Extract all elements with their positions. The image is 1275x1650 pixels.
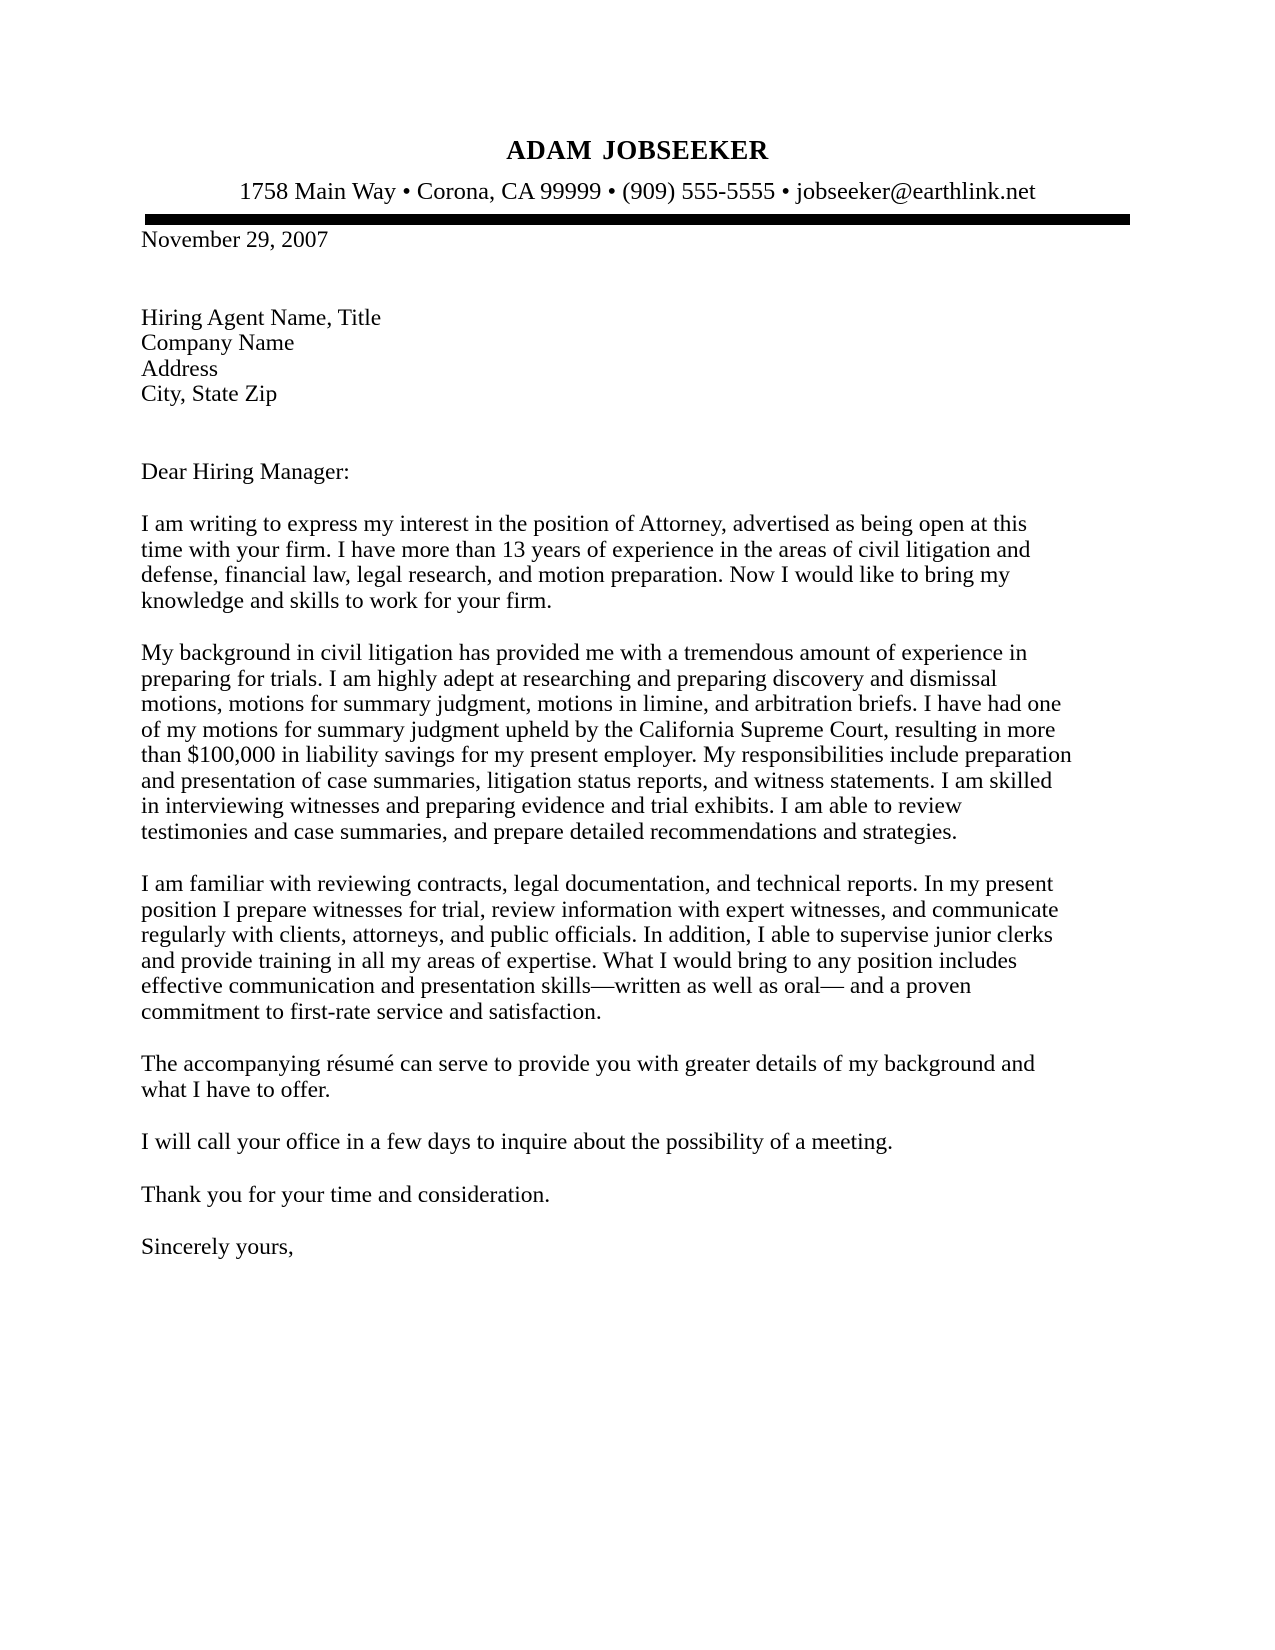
letter-date: November 29, 2007	[141, 227, 329, 253]
spacer	[141, 254, 1073, 306]
closing-signature-line: Sincerely yours,	[141, 1234, 294, 1260]
body-paragraph: My background in civil litigation has provided me with a tremendous amount of experience in preparing for trials. I am highly adept at researching and preparing discovery and dismissal motions, motions for summary judgment, motions in limine, and arbitration briefs. I have had one of my motions for summary judgment upheld by the California Supreme Court, resulting in more than $100,000 in liability savings for my present employer. My responsibilities include preparation and presentation of case summaries, litigation status reports, and witness statements. I am skilled in interviewing witnesses and preparing evidence and trial exhibits. I am able to review testimonies and case summaries, and prepare detailed recommendations and strategies.	[141, 640, 1072, 845]
body-paragraph: The accompanying résumé can serve to provide you with greater details of my background and what I have to offer.	[141, 1051, 1035, 1103]
letterhead	[145, 128, 1130, 225]
applicant-name: adam jobseeker	[506, 126, 769, 168]
body-paragraph: I am writing to express my interest in the position of Attorney, advertised as being open at this time with your firm. I have more than 13 years of experience in the areas of civil litigation and defense, financial law, legal research, and motion preparation. Now I would like to bring my knowledge and skills to work for your firm.	[141, 511, 1031, 614]
spacer	[141, 485, 1073, 512]
recipient-line: Hiring Agent Name, Title	[141, 304, 382, 331]
spacer	[141, 1103, 1073, 1130]
spacer	[141, 614, 1073, 641]
body-paragraph: Thank you for your time and consideration.	[141, 1181, 551, 1208]
salutation: Dear Hiring Manager:	[141, 458, 350, 485]
spacer	[141, 845, 1073, 872]
body-paragraph: I will call your office in a few days to inquire about the possibility of a meeting.	[141, 1129, 894, 1155]
recipient-line: Company Name	[141, 330, 295, 356]
spacer	[141, 1156, 1073, 1183]
contact-line: 1758 Main Way • Corona, CA 99999 • (909) 555-5555 • jobseeker@earthlink.net	[239, 177, 1036, 205]
spacer	[141, 408, 1073, 460]
spacer	[141, 1025, 1073, 1052]
recipient-line: Address	[141, 355, 219, 382]
recipient-address-block	[141, 306, 1073, 408]
spacer	[141, 1208, 1073, 1235]
recipient-line: City, State Zip	[141, 381, 278, 407]
body-paragraph: I am familiar with reviewing contracts, legal documentation, and technical reports. In my present position I prepare witnesses for trial, review information with expert witnesses, and communicate regularly with clients, attorneys, and public officials. In addition, I able to supervise junior clerks and provide training in all my areas of expertise. What I would bring to any position includes effective communication and presentation skills—written as well as oral— and a proven commitment to first-rate service and satisfaction.	[141, 871, 1059, 1025]
letter-body	[141, 228, 1073, 1261]
header-divider-rule	[145, 214, 1130, 225]
